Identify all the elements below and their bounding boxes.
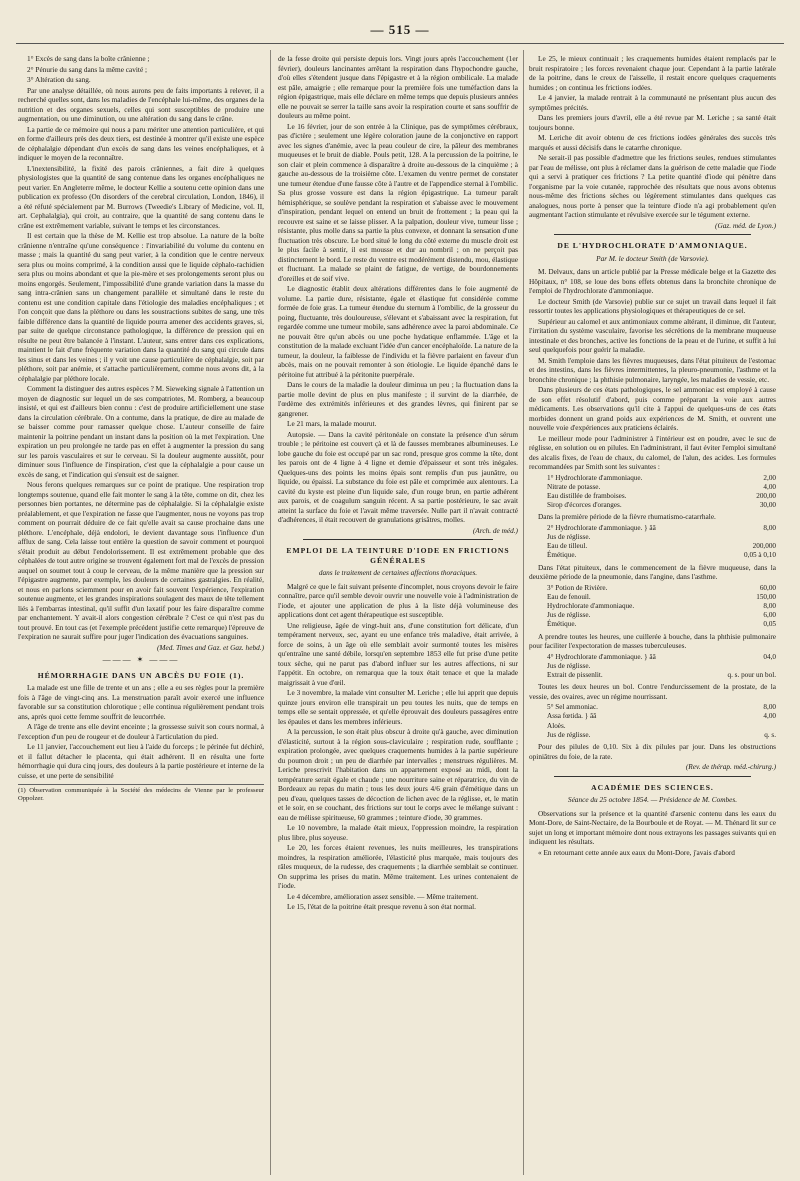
header-rule	[16, 43, 784, 44]
paragraph: M. Smith l'emploie dans les fièvres muqueuses, dans l'état pituiteux de l'estomac et des intestins, dans les fièvres intermittentes, la pleuro-pneumonie, l'asthme et la bronchite chronique ; la phthisie pulmonaire, laryngée, les maladies de vessie, etc.	[529, 355, 776, 384]
formula-row: Jus de réglisse.	[547, 533, 591, 542]
paragraph: Le 3 novembre, la malade vint consulter M. Leriche ; elle lui apprit que depuis quinze jours environ elle transpirait un peu toutes les nuits, que de temps en temps elle se sentait oppressée, et qu'elle éprouvait des douleurs passagères entre les épaules et dans les membres inférieurs.	[278, 688, 518, 726]
byline: Par M. le docteur Smith (de Varsovie).	[596, 253, 709, 263]
formula-row: Émétique. 0,05 à 0,10	[547, 551, 776, 560]
paragraph: M. Leriche dit avoir obtenu de ces frictions iodées générales des succès très marqués et aussi décisifs dans le catarrhe chronique.	[529, 133, 776, 152]
paragraph: Dans le cours de la maladie la douleur diminua un peu ; la fluctuation dans la partie molle devint de plus en plus manifeste ; il survint de la diarrhée, de l'œdème des extrémités inférieures et des grandes lèvres, qui finirent par se gangrener.	[278, 380, 518, 418]
formula-row: Eau de fenouil. 150,00	[547, 592, 776, 601]
column-divider	[523, 50, 524, 1175]
formula-row: Jus de réglisse. q. s.	[547, 730, 776, 739]
section-heading: ACADÉMIE DES SCIENCES.	[591, 782, 714, 792]
paragraph: A l'âge de trente ans elle devint enceinte ; la grossesse suivit son cours normal, à l'exception d'un peu de rougeur et de douleur à l'articulation du pied.	[18, 722, 264, 741]
paragraph: Le 21 mars, la malade mourut.	[287, 419, 377, 428]
prescription-formula	[541, 524, 776, 561]
paragraph: Le 20, les forces étaient revenues, les nuits meilleures, les transpirations moindres, la respiration améliorée, l'élasticité plus marquée, mais toujours des râles muqueux, de la rudesse, des craquements ; la diarrhée semblait se continuer. On supprima les prises du matin. Même traitement. Les urines contenaient de l'iode.	[278, 843, 518, 890]
paragraph: Observations sur la présence et la quantité d'arsenic contenu dans les eaux du Mont-Dore, de Saint-Nectaire, de la Bourboule et de Royat. — M. Thénard lit sur ce sujet un long et important mémoire dont nous extrayons les passages suivants qui en indiquent les résultats.	[529, 808, 776, 847]
section-divider	[554, 776, 751, 777]
paragraph: Une religieuse, âgée de vingt-huit ans, d'une constitution fort délicate, d'un tempérament nerveux, sec, ayant eu une enfance très maladive, était arrivée, à force de soins, à un âge où elle semblait avoir surmonté toutes les misères qu'entraîne une santé débile, lorsqu'en septembre 1853 elle fut prise d'une petite toux sèche, qui ne parut pas d'abord influer sur les autres affections, ni sur l'appétit. En octobre, on remarqua que la toux était tenace et que la malade maigrissait à vue d'œil.	[278, 620, 518, 687]
formula-row: 4° Hydrochlorate d'ammoniaque. } ââ 04,0	[547, 652, 776, 661]
list-item: 1° Excès de sang dans la boîte crânienne ;	[27, 54, 150, 63]
paragraph: Pour des pilules de 0,10. Six à dix pilules par jour. Dans les obstructions opiniâtres du foie, de la rate.	[529, 742, 776, 761]
formula-row: 5° Sel ammoniac. 8,00	[547, 703, 776, 712]
paragraph: Le diagnostic établit deux altérations différentes dans le foie augmenté de volume. La partie dure, résistante, égale et élastique fut considérée comme formée de foie gras. La tumeur étendue du sternum à l'ombilic, de la grosseur du poing, fluctuante, très douloureuse, s'élevant et s'abaissant avec la respiration, fut regardée comme une tumeur mobile, sans adhérence avec la paroi abdominale. Ce ne pouvait être qu'un abcès ou une poche hydatique enflammée. L'âge et la constitution de la malade excluant l'idée d'un cancer encéphaloïde. La nature de la tumeur, la douleur, la faiblesse de l'individu et la fièvre parlaient en faveur d'un abcès, mais on ne pouvait remonter à son étiologie. Le liquide épanché dans le péritoine fut attribué à la péritonite puerpérale.	[278, 284, 518, 379]
paragraph: A prendre toutes les heures, une cuillerée à bouche, dans la phthisie pulmonaire pour faciliter l'expectoration de masses tuberculeuses.	[529, 631, 776, 651]
source-reference: (Arch. de méd.)	[472, 525, 518, 535]
section-divider	[303, 539, 493, 540]
paragraph: Le meilleur mode pour l'administrer à l'intérieur est en poudre, avec le suc de réglisse, en solution ou en pilules. En l'administrant, il faut éviter l'emploi simultané des alcalis fixes, de l'eau de chaux, du calomel, de l'alun, des acides. Les formules recommandées par Smith sont les suivantes :	[529, 433, 776, 471]
prescription-formula	[541, 584, 776, 630]
paragraph: Le 4 janvier, la malade rentrait à la communauté ne présentant plus aucun des symptômes précités.	[529, 93, 776, 112]
prescription-formula	[541, 703, 776, 740]
page-number: — 515 —	[370, 22, 430, 37]
paragraph: Dans l'état pituiteux, dans le commencement de la fièvre muqueuse, dans la deuxième période de la pneumonie, dans l'angine, dans l'asthme.	[529, 562, 776, 582]
paragraph: Le 4 décembre, amélioration assez sensible. — Même traitement.	[287, 891, 479, 901]
column-right	[529, 54, 776, 1174]
paragraph: La partie de ce mémoire qui nous a paru mériter une attention particulière, et qui en forme d'ailleurs près des deux tiers, est destinée à montrer qu'il existe une espèce de céphalalgie dépendant d'un excès de sang dans les veines encéphaliques, et à indiquer le moyen de la reconnaître.	[18, 124, 264, 162]
source-reference: (Gaz. méd. de Lyon.)	[715, 220, 776, 230]
paragraph: Il est certain que la thèse de M. Kellie est trop absolue. La nature de la boîte crânienne n'entraîne qu'une conséquence : l'invariabilité du volume du contenu en masse ; mais la quantité du sang peut varier, à la condition que le centre nerveux sera plus ou moins comprimé, à la condition aussi que le liquide céphalo-rachidien sera plus ou moins abondant et que la pie-mère et ses prolongements seront plus ou moins engorgés. Seulement, l'impossibilité d'une grande variation dans la masse du sang intra-crânien sans un changement parallèle et simultané dans le reste du contenu est une condition capitale dans l'étiologie des maladies encéphaliques ; et l'on conçoit que dans la pléthore ou dans les soustractions subites de sang, une très faible différence dans la quantité de liquide pourra amener des accidents graves, si, par suite de quelque circonstance pathologique, la différence de pression qui en résulte ne peut être balancée à l'instant. L'auteur, sans entrer dans ces explications, maintient le fait d'une fréquente variation dans la quantité du sang qui circule dans les sinus et dans les veines ; il y voit une cause particulière de céphalalgie, soit par pléthore, soit par anémie, et s'attache particulièrement, comme nous avons dit, à la céphalalgie par pléthore locale.	[18, 231, 264, 383]
source-reference: (Rev. de thérap. méd.-chirurg.)	[685, 762, 776, 772]
formula-row: Eau distillée de framboises. 200,00	[547, 491, 776, 500]
paragraph: Dans les premiers jours d'avril, elle a été revue par M. Leriche ; sa santé était toujours bonne.	[529, 113, 776, 132]
formula-row: Aloès.	[547, 721, 566, 730]
section-heading: DE L'HYDROCHLORATE D'AMMONIAQUE.	[557, 241, 748, 250]
paragraph: Nous ferons quelques remarques sur ce point de pratique. Une respiration trop longtemps soutenue, quand elle fait monter le sang à la tête, comme on dit, chez les personnes bien portantes, ne détermine pas de céphalalgie. Si la céphalalgie existe préalablement, et que l'expiration ne fasse que l'augmenter, nous ne voyons pas trop comment on pourrait déduire de ce fait qu'elle avait sa cause prochaine dans une pléthore. L'encéphale, déjà endolori, le devient davantage sous l'influence d'un afflux de sang. Cela laisse tout entière la question de savoir comment et pourquoi s'était produit au début l'endolorissement. Il est extrêmement probable que des céphalées de tout autre origine se trouvent également fort mal de l'excès de pression auquel on soumet tout à coup le cerveau, de la même manière que la pression sur l'épigastre augmente, par exemple, les douleurs de certaines gastralgies. En réalité, et nous en parlons sciemment pour en avoir fait souvent l'expérience, l'expiration soutenue augmente, et les grandes inspirations soulagent des maux de tête tellement liés à l'embarras intestinal, qu'il suffit d'un laxatif pour les faire disparaître comme par enchantement. Y avait-il alors congestion cérébrale ? C'est ce qui n'est pas du tout prouvé. En tout cas (et l'exemple précédent justifie cette remarque) l'épreuve de l'expiration ne saurait suffire pour juger l'indication des évacuations sanguines.	[18, 480, 264, 641]
ornament-divider: ——— ✶ ———	[102, 655, 180, 664]
paragraph: Le 15, l'état de la poitrine était presque revenu à son état normal.	[287, 902, 476, 911]
paragraph: Le 16 février, jour de son entrée à la Clinique, pas de symptômes cérébraux, pas d'ictère ; seulement une légère coloration jaune de la conjonctive en rapport avec les signes d'anémie, avec la peau couleur de cire, la pâleur des membranes muqueuses et le bruit de diable. Pouls petit, 128. A la percussion de la poitrine, le son clair et plein commence à disparaître à droite au-dessous de la cinquième ; à gauche au-dessous de la troisième côte. L'examen du ventre permet de constater une tumeur étendue d'une fausse côte à l'autre et de l'appendice sternal à l'ombilic. Sa plus grosse vossure est dans la région épigastrique. La tumeur paraît hémisphérique, se soulève pendant la respiration et s'abaisse avec le mouvement d'inspiration, pendant lequel on entend un bruit de frottement ; la peau qui la recouvre est saine et se laisse plisser. A la palpation, douleur vive, tumeur lisse ; résistante, plus molle dans sa partie la plus convexe, et donnant la sensation d'une fluctuation très obscure. Le bord situé le long du côté externe du muscle droit est le plus facile à sentir, il est mousse et dur au nombril ; on ne perçoit pas distinctement le bord. Le reste du ventre est modérément distendu, mou, élastique et fluctuant. La malade se plaint de fatigue, de vertige, de bourdonnements d'oreilles et de soif vive.	[278, 121, 518, 283]
paragraph: La malade est une fille de trente et un ans ; elle a eu ses règles pour la première fois à l'âge de vingt-cinq ans. La menstruation paraît avoir exercé une influence favorable sur sa constitution chlorotique ; elle continua régulièrement pendant trois ans, après quoi cette femme souffrit de leucorrhée.	[18, 683, 264, 721]
paragraph: A la percussion, le son était plus obscur à droite qu'à gauche, avec diminution d'élasticité, surtout à la région sous-claviculaire ; respiration rude, soufflante ; expiration prolongée, avec quelques craquements humides à la partie supérieure du poumon droit ; un peu de diarrhée par intervalles ; menstrues régulières. M. Leriche prescrivit l'habitation dans un appartement exposé au midi, dont la température serait égale et chaude ; une nourriture saine et réparatrice, du vin de Bordeaux au repas du matin ; tous les deux jours 4/6 grain d'émétique dans un peu d'eau, quelques tasses de décoction de lichen avec de la réglisse, et, le matin et le soir, en se couchant, des frictions sur tout le corps avec le mélange suivant : eau de mélisse spiritueuse, 60 grammes ; teinture d'iode, 30 grammes.	[278, 727, 518, 822]
formula-row: Émétique. 0,05	[547, 620, 776, 629]
formula-row: Jus de réglisse.	[547, 661, 591, 670]
paragraph: Dans la première période de la fièvre rhumatismo-catarrhale.	[538, 512, 716, 522]
formula-row: Nitrate de potasse. 4,00	[547, 482, 776, 491]
paragraph: L'inextensibilité, la fixité des parois crâniennes, a fait dire à quelques physiologistes que la quantité de sang contenue dans les organes encéphaliques ne peut varier. En Angleterre même, le docteur Kellie a soutenu cette opinion dans une publication ex professo (On disorders of the cerebral circulation, London, 1846), il a été réfuté spécialement par M. Burrows (Tweedie's Library of Medicine, vol. II, art. Cephalalgia), qui croit, au contraire, que la quantité de sang contenu dans le crâne est extrêmement variable, suivant le temps et les circonstances.	[18, 163, 264, 230]
session-line: Séance du 25 octobre 1854. — Présidence de M. Combes.	[567, 795, 738, 805]
paragraph: Toutes les deux heures un bol. Contre l'endurcissement de la prostate, de la vessie, des ovaires, avec un régime nourrissant.	[529, 682, 776, 701]
section-heading: HÉMORRHAGIE DANS UN ABCÈS DU FOIE (1).	[37, 670, 245, 680]
section-heading: EMPLOI DE LA TEINTURE D'IODE EN FRICTIONS GÉNÉRALES	[286, 546, 510, 565]
paragraph: Le 25, le mieux continuait ; les craquements humides étaient remplacés par le bruit respiratoire ; les forces revenaient chaque jour. Cependant à la partie latérale de la poitrine, dans le creux de l'aisselle, il restait encore quelques craquements humides ; on continua les frictions iodées.	[529, 54, 776, 92]
column-divider	[270, 50, 271, 1175]
paragraph: M. Delvaux, dans un article publié par la Presse médicale belge et la Gazette des Hôpitaux, n° 108, se loue des bons effets obtenus dans la bronchite chronique de l'emploi de l'hydrochlorate d'ammoniaque.	[529, 267, 776, 295]
paragraph: Supérieur au calomel et aux antimoniaux comme altérant, il diminue, dit l'auteur, l'irritation du système vasculaire, favorise les sécrétions de la membrane muqueuse intestinale et des bronches, active les fonctions de la peau et de l'urine, et suffit à lui seul quelquefois pour guérir la maladie.	[529, 316, 776, 354]
paragraph: Par une analyse détaillée, où nous aurons peu de faits importants à relever, il a recherché quelles sont, dans les maladies de l'encéphale lui-même, des organes de la nutrition et des organes sexuels, celles qui sont susceptibles de produire une augmentation, ou une diminution, ou une altération du sang dans le crâne.	[18, 85, 264, 123]
formula-row: Jus de réglisse. 6,00	[547, 611, 776, 620]
formula-row: Hydrochlorate d'ammoniaque. 8,00	[547, 602, 776, 611]
section-subheading: dans le traitement de certaines affections thoraciques.	[318, 568, 478, 577]
paragraph: Ne serait-il pas possible d'admettre que les frictions seules, rendues stimulantes par l'eau de mélisse, ont plus à réclamer dans la guérison de cette maladie que l'iode qui a servi à pratiquer ces frictions ? La petite quantité d'iode qui pénètre dans l'organisme par la voie cutanée, rapprochée des résultats que nous avons obtenus nous-même des frictions sèches ou légèrement stimulantes dans quelques cas analogues, nous porte à penser que la teinture d'iode n'a agi probablement qu'en augmentant l'action stimulante et révulsive exercée sur le tégument externe.	[529, 153, 776, 219]
paragraph: Malgré ce que le fait suivant présente d'incomplet, nous croyons devoir le faire connaître, parce qu'il semble devoir ouvrir une nouvelle voie à l'administration de l'iode, et ajouter une application de plus à la liste déjà volumineuse des applications dont cet agent thérapeutique est susceptible.	[278, 581, 518, 619]
formula-row: Extrait de pissenlit. q. s. pour un bol.	[547, 671, 776, 680]
formula-row: 1° Hydrochlorate d'ammoniaque. 2,00	[547, 473, 776, 482]
formula-row: 2° Hydrochlorate d'ammoniaque. } ââ 8,00	[547, 523, 776, 532]
prescription-formula	[541, 653, 776, 681]
paragraph: Le docteur Smith (de Varsovie) publie sur ce sujet un travail dans lequel il fait ressortir toutes les applications physiologiques et thérapeutiques de ce sel.	[529, 296, 776, 315]
prescription-formula	[541, 474, 776, 511]
paragraph: Dans plusieurs de ces états pathologiques, le sel ammoniac est employé à cause de son effet résolutif d'abord, puis comme préparant la voie aux autres médicaments. Les observations qu'il cite à l'appui de quelques-uns de ces états morbides donnent un grand poids aux expériences de M. Smith, et ouvrent une nouvelle voie d'expériences aux praticiens éclairés.	[529, 385, 776, 432]
paragraph: Comment la distinguer des autres espèces ? M. Sieweking signale à l'attention un moyen de diagnostic sur lequel un de ses compatriotes, M. Romberg, a beaucoup insisté, et qui est d'ailleurs bien connu : c'est de produire artificiellement une stase dans la circulation cérébrale. On a contume, dans la pratique, de dire au malade de se baisser comme pour ramasser quelque chose. L'auteur conseille de faire maintenir la poitrine pendant un instant dans la position où la met l'expiration. Une expiration un peu prolongée ne tarde pas en effet à augmenter la pression du sang sur les parois vasculaires et sur le cerveau. Si la douleur augmente aussitôt, pour diminuer sous l'influence de l'inspiration, c'est que la céphalalgie a pour cause un excès de sang, et l'indication qui s'ensuit est de saigner.	[18, 384, 264, 479]
list-item: 2° Pénurie du sang dans la même cavité ;	[27, 64, 148, 74]
paragraph: Le 11 janvier, l'accouchement eut lieu à l'aide du forceps ; le périnée fut déchiré, et il fallut détacher le placenta, qui était adhérent. Il en résulta une forte hémorrhagie qui dura cinq jours, des douleurs à la partie postérieure et interne de la cuisse, et une perte de sensibilité	[18, 742, 264, 780]
section-divider	[554, 234, 751, 235]
formula-row: 3° Potion de Rivière. 60,00	[547, 583, 776, 592]
formula-row: Assa fœtida. } ââ 4,00	[547, 712, 776, 721]
list-item: 3° Altération du sang.	[27, 75, 91, 84]
formula-row: Eau de tilleul. 200,000	[547, 542, 776, 551]
source-reference: (Med. Times and Gaz. et Gaz. hebd.)	[156, 642, 264, 652]
paragraph: Autopsie. — Dans la cavité péritonéale on constate la présence d'un sérum trouble ; le péritoine est couvert çà et là de fausses membranes albumineuses. Le lobe gauche du foie est occupé par un sac rond, presque gros comme la tête, dont les parois ont de 4 ligne à 4 ligne et demie d'épaisseur et sont très inégales. Quelques-uns des points les moins épais sont remplis d'un pus jaunâtre, ou liquide, ou épaissi. La substance du foie est pâle et comprimée aux alentours. La cavité du kyste est pleine d'un liquide sale, d'un rouge brun, en partie adhérent aux parois, et de coagulum sanguin récent. A sa partie postérieure, le sac avait atteint la surface du foie et l'avait même traversée. Nulle part il n'avait contracté d'adhérences, il était recouvert de granulations grisâtres, molles.	[278, 429, 518, 524]
paragraph: Le 10 novembre, la malade était mieux, l'oppression moindre, la respiration plus libre, plus soyeuse.	[278, 823, 518, 842]
column-left	[18, 54, 264, 1174]
formula-row: Sirop d'écorces d'oranges. 30,00	[547, 501, 776, 510]
column-middle	[278, 54, 518, 1174]
paragraph: « En retournant cette année aux eaux du Mont-Dore, j'avais d'abord	[538, 847, 735, 857]
paragraph: de la fesse droite qui persiste depuis lors. Vingt jours après l'accouchement (1er février), douleurs lancinantes arrêtant la respiration dans l'hypochondre gauche, d'où elles s'étendent jusque dans l'épigastre et à la région ombilicale. La malade est pâle, amaigrie ; elle remarque pour la première fois une tuméfaction dans la région épigastrique, mais elle déclare en même temps que depuis plusieurs années elle ne pouvait se serrer la taille sans avoir la respiration courte et sans souffrir de douleurs au même point.	[278, 54, 518, 120]
footnote: (1) Observation communiquée à la Société des médecins de Vienne par le professeur Oppolzer.	[18, 784, 264, 804]
